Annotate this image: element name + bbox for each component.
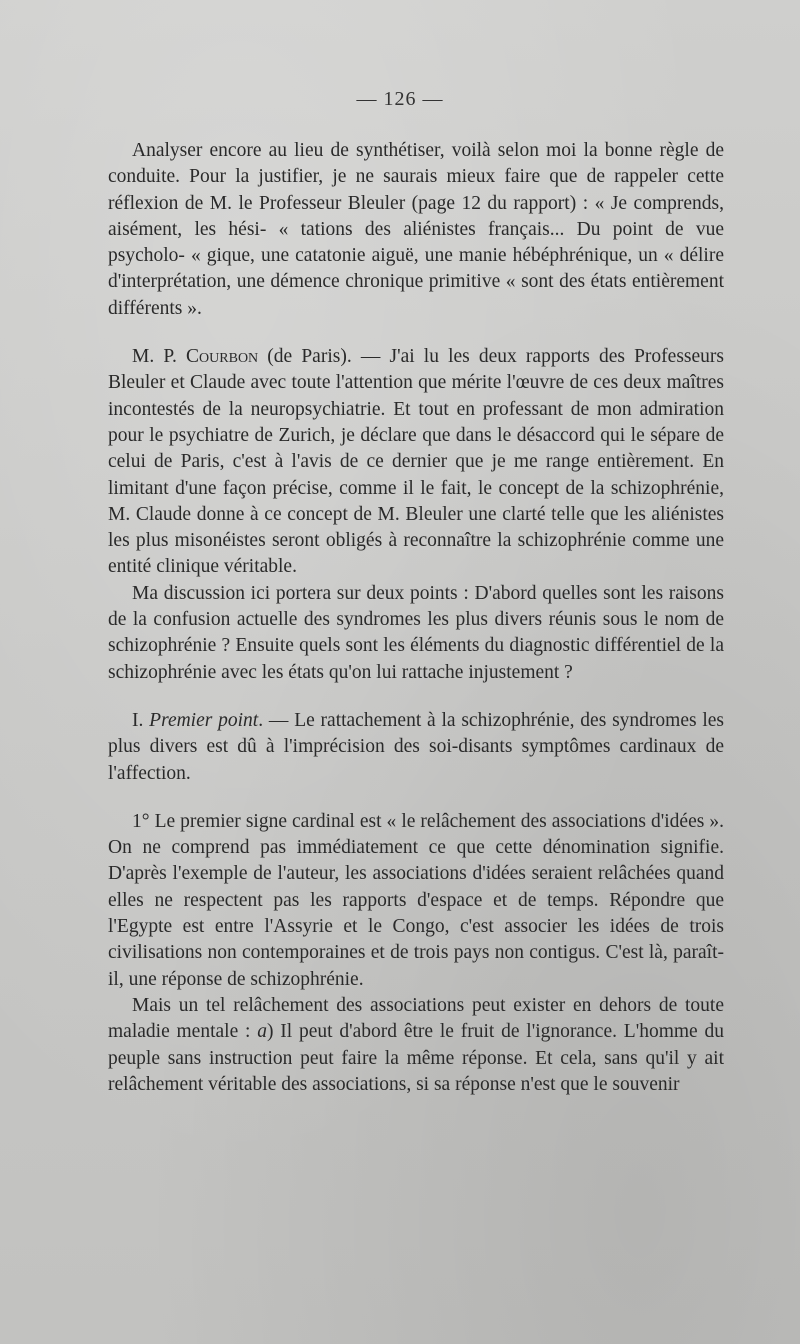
paragraph-4 (108, 708, 724, 787)
page-number: — 126 — (356, 88, 444, 110)
paragraph-5: 1° Le premier signe cardinal est « le relâchement des associations d'idées ». On ne comprend pas immédiatement ce que cette dénomination signifie. D'après l'exemple de l'auteur, les associations d'idées seraient relâchées quand elles ne respectent pas les rapports d'espace et de temps. Répondre que l'Egypte est entre l'Assyrie et le Congo, c'est associer les idées de trois civilisations non contemporaines et de trois pays non contigus. C'est là, paraît-il, une réponse de schizophrénie. (108, 810, 724, 990)
paragraph-6-lead: Mais un tel relâchement des associations peut exister en dehors de toute maladie mentale : (108, 994, 724, 1043)
paragraph-3: Ma discussion ici portera sur deux points : D'abord quelles sont les raisons de la confusion actuelle des syndromes les plus divers réunis sous le nom de schizophrénie ? Ensuite quels sont les éléments du diagnostic différentiel de la schizophrénie avec les états qu'on lui rattache injustement ? (108, 582, 724, 683)
paragraph-4-text: . — Le rattachement à la schizophrénie, des syndromes les plus divers est dû à l'imprécision des soi-disants symptômes cardinaux de l'affection. (108, 709, 725, 784)
section-title: Premier point (149, 709, 259, 731)
paragraph-6-text: ) Il peut d'abord être le fruit de l'ignorance. L'homme du peuple sans instruction peut faire la même réponse. Et cela, sans qu'il y ait relâchement véritable des associations, si sa réponse n'est que le souvenir (108, 1021, 724, 1095)
paragraph-2 (108, 344, 724, 581)
paragraph-2-text: (de Paris). — J'ai lu les deux rapports des Professeurs Bleuler et Claude avec toute l'attention que mérite l'œuvre de ces deux maîtres incontestés de la neuropsychiatrie. Et tout en professant de mon admiration pour le psychiatre de Zurich, je déclare que dans le désaccord qui le sépare de celui de Paris, c'est à l'avis de ce dernier que je me range entièrement. En limitant d'une façon précise, comme il le fait, le concept de la schizophrénie, M. Claude donne à ce concept de M. Bleuler une clarté telle que les aliénistes les plus misonéistes seront obligés à reconnaître la schizophrénie comme une entité clinique véritable. (108, 346, 724, 578)
list-marker: a (257, 1021, 267, 1043)
body-text (108, 138, 724, 1098)
speaker-initial: M. P. (132, 346, 187, 368)
paragraph-6 (108, 993, 724, 1098)
speaker-name: Courbon (186, 346, 259, 368)
section-number: I. (132, 709, 150, 731)
paragraph-1: Analyser encore au lieu de synthétiser, voilà selon moi la bonne règle de conduite. Pour la justifier, je ne saurais mieux faire que de rappeler cette réflexion de M. le Professeur Bleuler (page 12 du rapport) : « Je comprends, aisément, les hési- « tations des aliénistes français... Du point de vue psycholo- « gique, une catatonie aiguë, une manie hébéphrénique, un « délire d'interprétation, une démence chronique primitive « sont des états entièrement différents ». (108, 140, 724, 319)
